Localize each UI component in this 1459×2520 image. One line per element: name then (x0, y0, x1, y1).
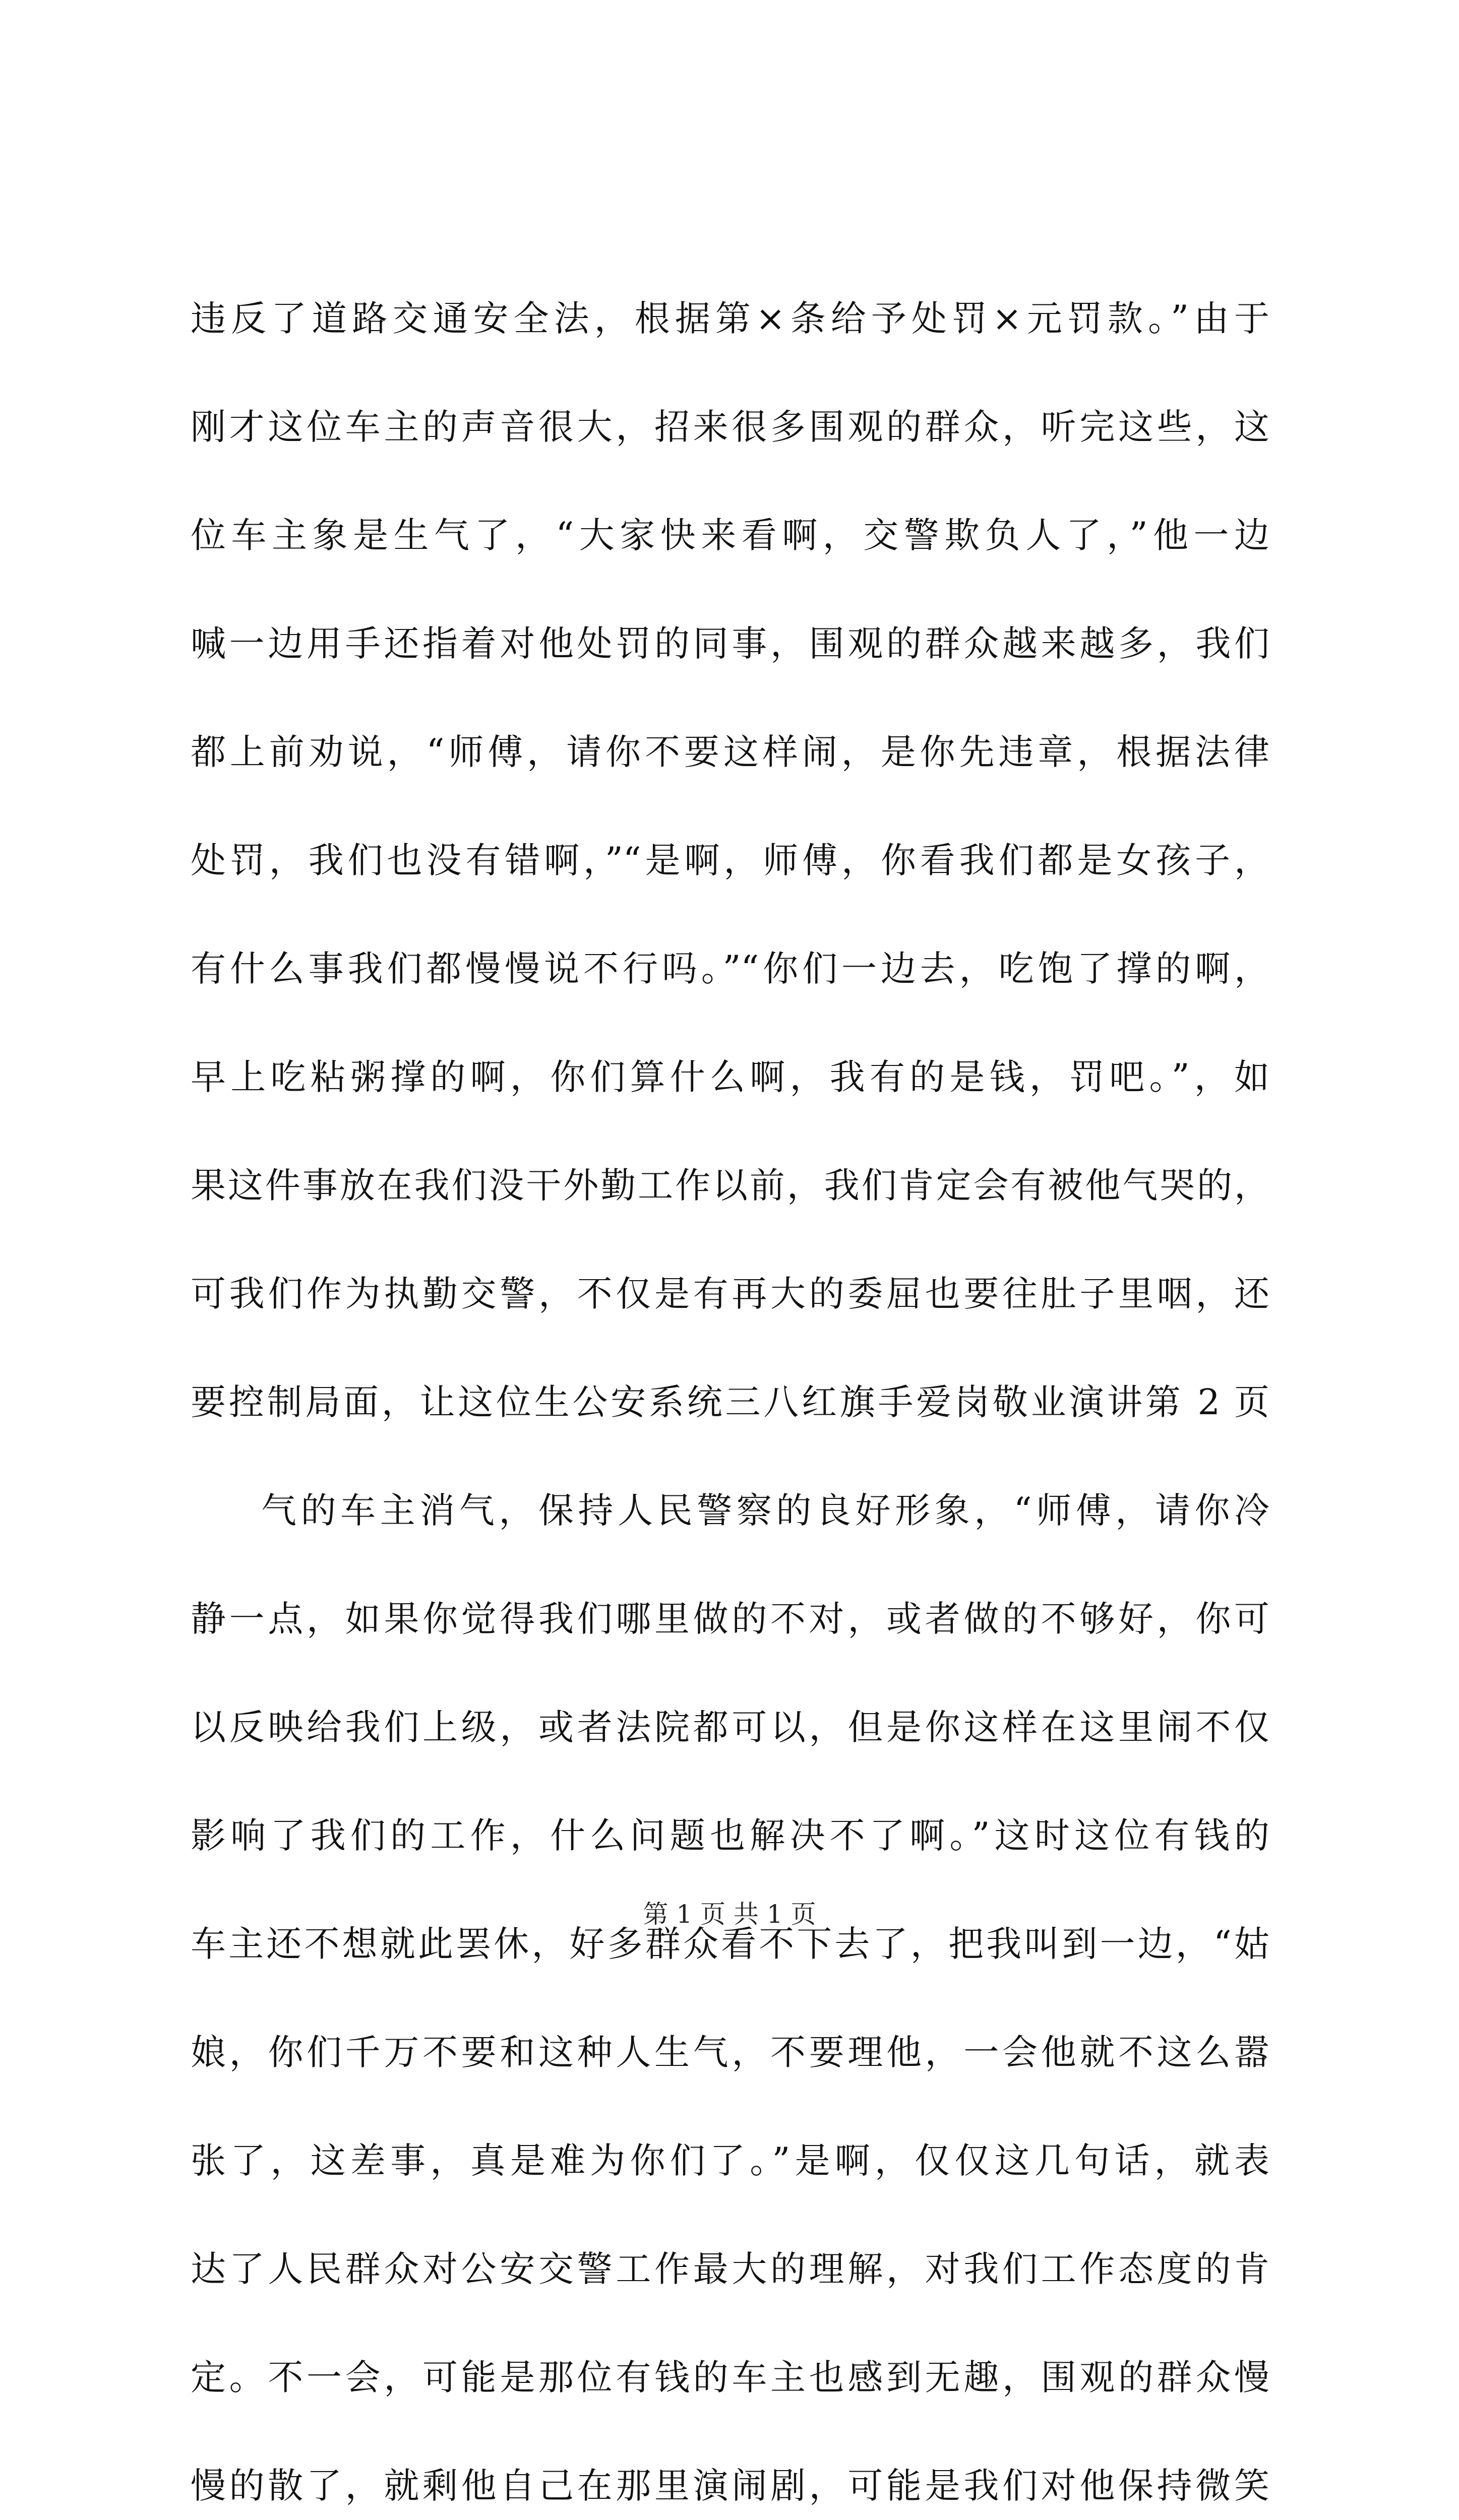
text-line: 早上吃粘粥撑的啊，你们算什么啊，我有的是钱，罚吧。”，如 (191, 1056, 1269, 1098)
text-line: 影响了我们的工作，什么问题也解决不了啊。”这时这位有钱的 (191, 1815, 1269, 1856)
text-line: 处罚，我们也没有错啊，”“是啊，师傅，你看我们都是女孩子， (191, 840, 1269, 881)
paragraph (191, 1457, 1269, 2520)
text-line: 以反映给我们上级，或者法院都可以，但是你这样在这里闹不仅 (191, 1707, 1269, 1748)
text-line: 静一点，如果你觉得我们哪里做的不对，或者做的不够好，你可 (191, 1598, 1269, 1640)
text-line: 达了人民群众对公安交警工作最大的理解，对我们工作态度的肯 (191, 2248, 1269, 2290)
page-footer: 第 1 页 共 1 页 (643, 1900, 816, 1929)
text-line: 喊一边用手还指着对他处罚的同事，围观的群众越来越多，我们 (191, 623, 1269, 664)
text-line: 车主还不想就此罢休，好多群众看不下去了，把我叫到一边，“姑 (191, 1923, 1269, 1965)
text-line: 果这件事放在我们没干外勤工作以前，我们肯定会有被他气哭的， (191, 1165, 1269, 1206)
text-line: 定。不一会，可能是那位有钱的车主也感到无趣，围观的群众慢 (191, 2357, 1269, 2398)
text-line: 慢的散了，就剩他自己在那里演闹剧，可能是我们对他保持微笑 (191, 2465, 1269, 2506)
text-line: 位车主象是生气了，“大家快来看啊，交警欺负人了，”他一边 (191, 515, 1269, 556)
document-body (191, 265, 1269, 2520)
text-line: 要控制局面，让这位生公安系统三八红旗手爱岗敬业演讲第 2 页 (191, 1381, 1269, 1423)
text-line: 有什么事我们都慢慢说不行吗。”“你们一边去，吃饱了撑的啊， (191, 948, 1269, 989)
text-line: 都上前劝说，“师傅，请你不要这样闹，是你先违章，根据法律 (191, 731, 1269, 773)
text-line: 可我们作为执勤交警，不仅是有再大的委屈也要往肚子里咽，还 (191, 1273, 1269, 1314)
text-line: 娘，你们千万不要和这种人生气，不要理他，一会他就不这么嚣 (191, 2032, 1269, 2073)
text-line: 违反了道路交通安全法，根据第×条给予处罚×元罚款。”由于 (191, 298, 1269, 339)
paragraph (191, 265, 1269, 1457)
text-line: 刚才这位车主的声音很大，招来很多围观的群众，听完这些，这 (191, 406, 1269, 448)
text-line: 气的车主消气，保持人民警察的良好形象，“师傅，请你冷 (261, 1490, 1269, 1531)
text-line: 张了，这差事，真是难为你们了。”是啊，仅仅这几句话，就表 (191, 2140, 1269, 2181)
